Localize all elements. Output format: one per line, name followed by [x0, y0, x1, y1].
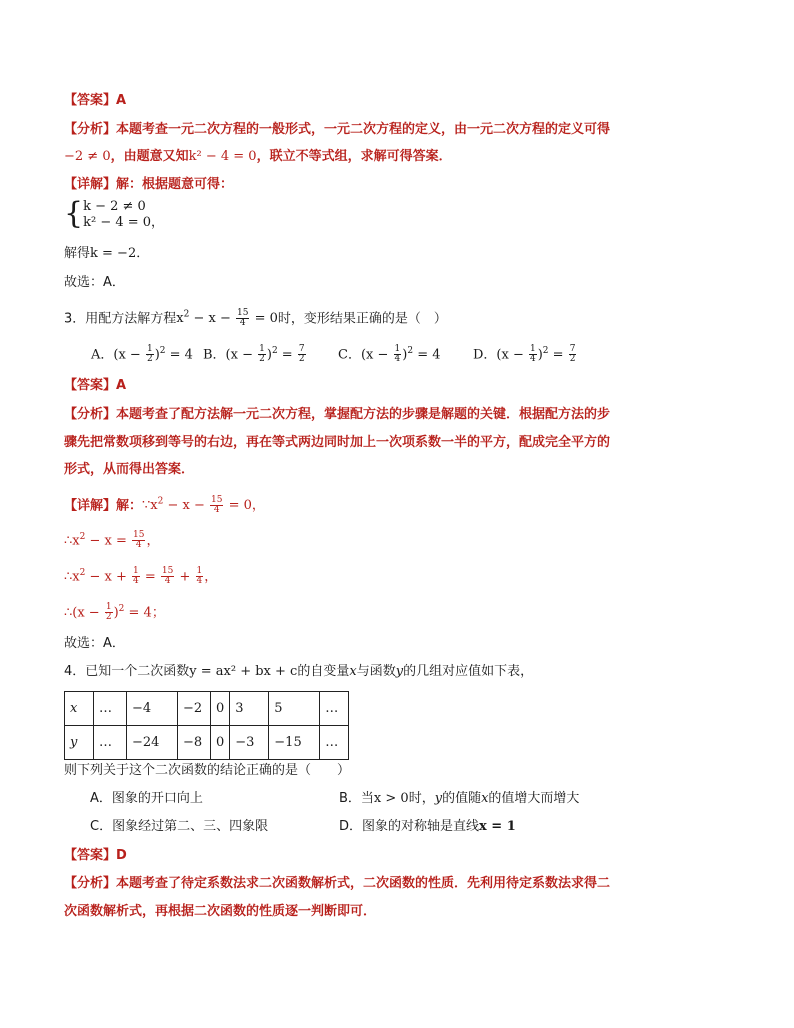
- table-cell: …: [94, 692, 127, 726]
- q3-analysis-line-2: 骤先把常数项移到等号的右边，再在等式两边同时加上一次项系数一半的平方，配成完全平方的: [64, 435, 611, 450]
- q3-stem: [64, 305, 447, 329]
- table-cell: x: [65, 692, 94, 726]
- q4-option-b-text-2: 时，: [408, 791, 435, 806]
- q4-options-row-1: [64, 789, 664, 809]
- q4-stem-text-1: 4．已知一个二次函数: [64, 664, 190, 679]
- q4-stem-equation: y = ax² + bx + c: [189, 664, 298, 679]
- q4-question: 则下列关于这个二次函数的结论正确的是（ ）: [64, 763, 351, 778]
- q4-answer: 【答案】D: [64, 848, 127, 863]
- q3-option-d: D．(x − $\frac{1}{4}$ )$^2$ = $\frac{7}{2}$: [473, 344, 576, 365]
- q2-system: [64, 196, 165, 231]
- table-cell: y: [65, 726, 94, 760]
- q4-option-a: A．图象的开口向上: [90, 791, 203, 806]
- q2-solve-end: ．: [136, 246, 150, 261]
- q2-solve: [64, 244, 149, 264]
- table-row: [65, 726, 349, 760]
- q3-stem-text-2: 时，变形结果正确的是（ ）: [277, 311, 447, 327]
- q3-detail: [64, 492, 265, 516]
- q4-option-b-var-y: y: [434, 791, 443, 806]
- q3-answer: 【答案】A: [64, 378, 127, 393]
- q3-step-2: $\therefore x^2 - x$ = $\frac{15}{4}$ ，: [64, 530, 160, 551]
- q2-solve-math: k = −2: [90, 246, 137, 261]
- q4-option-b-var-x: x: [481, 791, 489, 806]
- q2-analysis-math-1: −2 ≠ 0: [64, 149, 111, 164]
- q2-system-tail: ，: [151, 215, 165, 230]
- q4-option-c: C．图象经过第二、三、四象限: [90, 819, 269, 834]
- q2-system-brace: {: [64, 196, 84, 231]
- q4-stem-text-3: 与函数: [356, 664, 396, 679]
- q4-option-b-text-3: 的值随: [442, 791, 482, 806]
- q3-options: [64, 341, 584, 367]
- q3-detail-label: 【详解】解：: [64, 498, 143, 514]
- table-cell: 0: [211, 692, 230, 726]
- table-cell: …: [320, 692, 349, 726]
- q2-analysis-text-2: ，由题意又知: [110, 149, 189, 164]
- table-cell: −24: [127, 726, 178, 760]
- table-cell: 5: [269, 692, 320, 726]
- q4-stem: [64, 662, 533, 682]
- table-cell: −4: [127, 692, 178, 726]
- q3-analysis-line-3: 形式，从而得出答案．: [64, 462, 195, 477]
- table-cell: …: [320, 726, 349, 760]
- table-cell: 0: [211, 726, 230, 760]
- q4-option-d-math: x = 1: [479, 819, 516, 834]
- q4-stem-var-x: x: [349, 664, 357, 679]
- q2-analysis-line-1: [64, 120, 610, 140]
- q3-step-4: ∴(x − $\frac{1}{2}$ )$^2$ = 4；: [64, 602, 165, 623]
- q3-option-a: A．(x − $\frac{1}{2}$ )$^2$ = 4: [91, 344, 193, 365]
- q4-option-d: [339, 817, 516, 837]
- q4-option-b-math: x > 0: [373, 791, 409, 806]
- q3-stem-text-1: 3．用配方法解方程: [64, 311, 177, 327]
- q3-choose: 故选：A．: [64, 636, 125, 651]
- q3-option-b: B．(x − $\frac{1}{2}$ )$^2$ = $\frac{7}{2}$: [203, 344, 305, 365]
- q3-analysis-line-1: 【分析】本题考查了配方法解一元二次方程，掌握配方法的步骤是解题的关键．根据配方法的步: [64, 407, 611, 422]
- q2-solve-text: 解得: [64, 246, 91, 261]
- q4-stem-text-2: 的自变量: [297, 664, 350, 679]
- table-cell: −3: [230, 726, 269, 760]
- q4-stem-text-4: 的几组对应值如下表，: [403, 664, 534, 679]
- q2-answer: 【答案】A: [64, 93, 127, 108]
- q4-option-b-text-4: 的值增大而增大: [488, 791, 580, 806]
- q2-detail: 【详解】解：根据题意可得：: [64, 177, 234, 192]
- q2-system-eq-2: k² − 4 = 0: [83, 215, 152, 230]
- q4-option-b: [339, 789, 579, 809]
- table-cell: 3: [230, 692, 269, 726]
- q3-step-1: $\because x^2 - x$ − $\frac{15}{4}$ = 0，: [142, 495, 265, 516]
- q3-option-c: C．(x − $\frac{1}{4}$ )$^2$ = 4: [338, 344, 441, 365]
- q4-analysis-line-1: 【分析】本题考查了待定系数法求二次函数解析式，二次函数的性质．先利用待定系数法求得二: [64, 876, 611, 891]
- q2-analysis-text-1: 【分析】本题考查一元二次方程的一般形式，一元二次方程的定义，由一元二次方程的定义可得: [64, 122, 611, 137]
- q2-analysis-math-2: k² − 4 = 0: [188, 149, 257, 164]
- q2-analysis-line-2: [64, 147, 452, 167]
- table-cell: …: [94, 726, 127, 760]
- q4-option-d-text: D．图象的对称轴是直线: [339, 819, 480, 834]
- q2-analysis-text-3: ，联立不等式组，求解可得答案．: [256, 149, 452, 164]
- table-row: [65, 692, 349, 726]
- table-cell: −8: [178, 726, 211, 760]
- q3-stem-equation: $x^2 - x$ − $\frac{15}{4}$ = 0: [176, 308, 278, 329]
- q2-choose: 故选：A．: [64, 275, 125, 290]
- q4-options-row-2: [64, 817, 664, 837]
- table-cell: −15: [269, 726, 320, 760]
- q3-step-3: $\therefore x^2 - x$ + $\frac{1}{4}$ = $\frac{15}{4}$ + $\frac{1}{4}$ ，: [64, 566, 218, 587]
- q2-system-equations: [83, 199, 151, 231]
- q2-system-eq-1: k − 2 ≠ 0: [83, 199, 146, 214]
- q4-stem-var-y: y: [395, 664, 404, 679]
- document-page: [64, 0, 744, 1028]
- table-cell: −2: [178, 692, 211, 726]
- q4-option-b-text-1: B．当: [339, 791, 374, 806]
- q4-analysis-line-2: 次函数解析式，再根据二次函数的性质逐一判断即可．: [64, 904, 377, 919]
- q4-value-table: [64, 691, 349, 760]
